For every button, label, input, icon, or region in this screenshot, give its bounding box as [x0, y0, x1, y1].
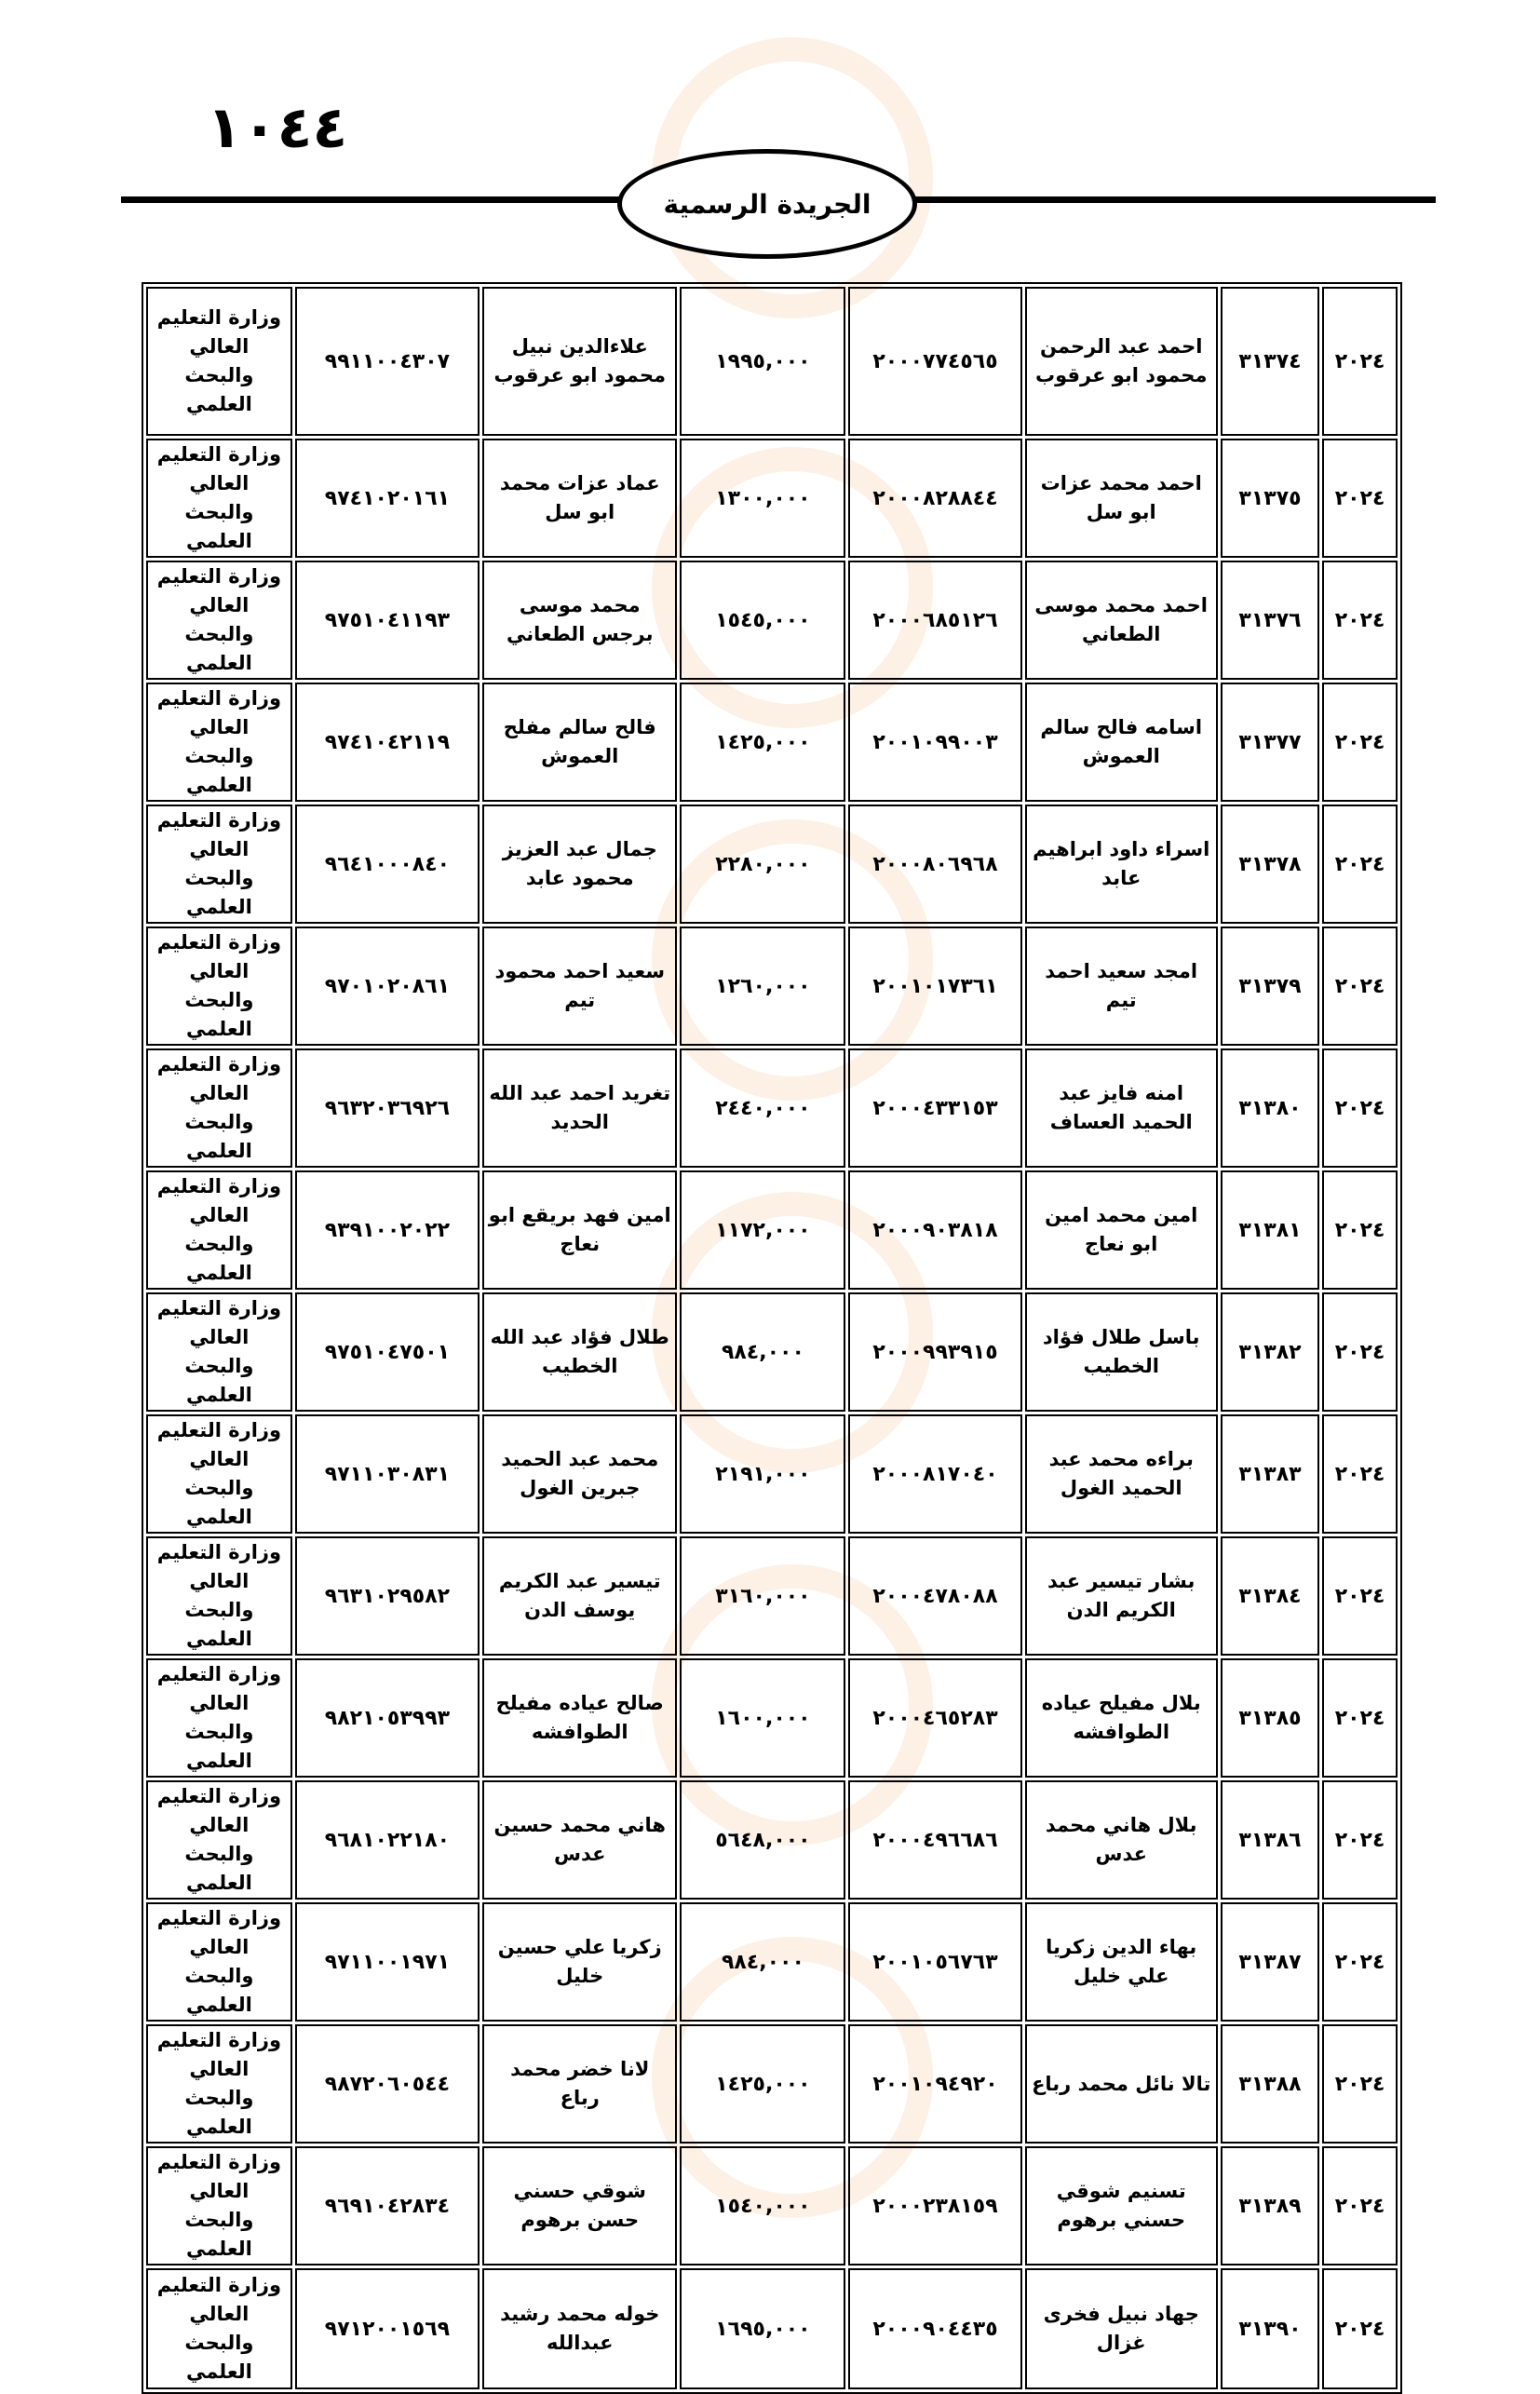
- table-row: [146, 2146, 1398, 2266]
- guarantor-cell: خوله محمد رشيد عبدالله: [482, 2268, 677, 2389]
- guarantor-cell: عماد عزات محمد ابو سل: [482, 439, 677, 558]
- table-row: [146, 1048, 1398, 1168]
- entity-cell: وزارة التعليم العالي والبحث العلمي: [146, 926, 292, 1046]
- entity-cell: وزارة التعليم العالي والبحث العلمي: [146, 805, 292, 924]
- entity-cell: وزارة التعليم العالي والبحث العلمي: [146, 1780, 292, 1900]
- guarantor-cell: جمال عبد العزيز محمود عابد: [482, 805, 677, 924]
- serial-cell: ٣١٣٨٧: [1221, 1902, 1319, 2022]
- serial-cell: ٣١٣٨٠: [1221, 1048, 1319, 1168]
- entity-cell: وزارة التعليم العالي والبحث العلمي: [146, 1048, 292, 1168]
- entity-cell: وزارة التعليم العالي والبحث العلمي: [146, 2146, 292, 2266]
- entity-cell: وزارة التعليم العالي والبحث العلمي: [146, 1292, 292, 1412]
- name-cell: جهاد نبيل فخرى غزال: [1025, 2268, 1218, 2389]
- guarantor-cell: شوقي حسني حسن برهوم: [482, 2146, 677, 2266]
- guarantor-id-cell: ٩٧١١٠٠١٩٧١: [295, 1902, 480, 2022]
- guarantor-id-cell: ٩٧٠١٠٢٠٨٦١: [295, 926, 480, 1046]
- table-row: [146, 287, 1398, 436]
- entity-cell: وزارة التعليم العالي والبحث العلمي: [146, 2024, 292, 2144]
- guarantor-cell: تيسير عبد الكريم يوسف الدن: [482, 1536, 677, 1656]
- name-cell: تالا نائل محمد رباع: [1025, 2024, 1218, 2144]
- amount-cell: ١٦٠٠,٠٠٠: [680, 1658, 845, 1778]
- id-number-cell: ٢٠٠٠٧٧٤٥٦٥: [848, 287, 1021, 436]
- guarantor-id-cell: ٩٣٩١٠٠٢٠٢٢: [295, 1170, 480, 1290]
- amount-cell: ٢١٩١,٠٠٠: [680, 1414, 845, 1534]
- guarantor-cell: زكريا علي حسين خليل: [482, 1902, 677, 2022]
- serial-cell: ٣١٣٧٩: [1221, 926, 1319, 1046]
- entity-cell: وزارة التعليم العالي والبحث العلمي: [146, 1658, 292, 1778]
- id-number-cell: ٢٠٠٠٩٠٣٨١٨: [848, 1170, 1021, 1290]
- amount-cell: ١٣٠٠,٠٠٠: [680, 439, 845, 558]
- serial-cell: ٣١٣٩٠: [1221, 2268, 1319, 2389]
- table-row: [146, 1292, 1398, 1412]
- guarantor-id-cell: ٩٦٨١٠٢٢١٨٠: [295, 1780, 480, 1900]
- year-cell: ٢٠٢٤: [1322, 287, 1398, 436]
- guarantor-id-cell: ٩٧٤١٠٢٠١٦١: [295, 439, 480, 558]
- table-row: [146, 1658, 1398, 1778]
- table-row: [146, 1780, 1398, 1900]
- year-cell: ٢٠٢٤: [1322, 683, 1398, 802]
- guarantor-cell: تغريد احمد عبد الله الحديد: [482, 1048, 677, 1168]
- entity-cell: وزارة التعليم العالي والبحث العلمي: [146, 439, 292, 558]
- guarantor-id-cell: ٩٧١٢٠٠١٥٦٩: [295, 2268, 480, 2389]
- serial-cell: ٣١٣٧٤: [1221, 287, 1319, 436]
- id-number-cell: ٢٠٠٠٤٩٦٦٨٦: [848, 1780, 1021, 1900]
- year-cell: ٢٠٢٤: [1322, 439, 1398, 558]
- serial-cell: ٣١٣٧٨: [1221, 805, 1319, 924]
- entity-cell: وزارة التعليم العالي والبحث العلمي: [146, 1536, 292, 1656]
- year-cell: ٢٠٢٤: [1322, 2024, 1398, 2144]
- amount-cell: ١٥٤٥,٠٠٠: [680, 561, 845, 680]
- amount-cell: ٢٢٨٠,٠٠٠: [680, 805, 845, 924]
- name-cell: باسل طلال فؤاد الخطيب: [1025, 1292, 1218, 1412]
- year-cell: ٢٠٢٤: [1322, 1902, 1398, 2022]
- year-cell: ٢٠٢٤: [1322, 2146, 1398, 2266]
- id-number-cell: ٢٠٠٠٨٢٨٨٤٤: [848, 439, 1021, 558]
- serial-cell: ٣١٣٨٩: [1221, 2146, 1319, 2266]
- id-number-cell: ٢٠٠١٠١٧٣٦١: [848, 926, 1021, 1046]
- guarantor-id-cell: ٩٨٢١٠٥٣٩٩٣: [295, 1658, 480, 1778]
- guarantor-id-cell: ٩٧٤١٠٤٢١١٩: [295, 683, 480, 802]
- guarantor-cell: صالح عياده مفيلح الطوافشه: [482, 1658, 677, 1778]
- page-number: ١٠٤٤: [207, 93, 348, 161]
- guarantor-id-cell: ٩٧١١٠٣٠٨٣١: [295, 1414, 480, 1534]
- table-row: [146, 1902, 1398, 2022]
- amount-cell: ٢٤٤٠,٠٠٠: [680, 1048, 845, 1168]
- entity-cell: وزارة التعليم العالي والبحث العلمي: [146, 1902, 292, 2022]
- guarantor-id-cell: ٩٦٤١٠٠٠٨٤٠: [295, 805, 480, 924]
- records-table: [142, 282, 1402, 2394]
- guarantor-cell: لانا خضر محمد رباع: [482, 2024, 677, 2144]
- amount-cell: ١٤٢٥,٠٠٠: [680, 2024, 845, 2144]
- year-cell: ٢٠٢٤: [1322, 1048, 1398, 1168]
- amount-cell: ٩٨٤,٠٠٠: [680, 1902, 845, 2022]
- id-number-cell: ٢٠٠٠٦٨٥١٢٦: [848, 561, 1021, 680]
- serial-cell: ٣١٣٨٤: [1221, 1536, 1319, 1656]
- id-number-cell: ٢٠٠٠٤٣٣١٥٣: [848, 1048, 1021, 1168]
- serial-cell: ٣١٣٧٧: [1221, 683, 1319, 802]
- guarantor-cell: امين فهد بريقع ابو نعاج: [482, 1170, 677, 1290]
- guarantor-cell: طلال فؤاد عبد الله الخطيب: [482, 1292, 677, 1412]
- publication-title-oval: [617, 149, 917, 259]
- year-cell: ٢٠٢٤: [1322, 1658, 1398, 1778]
- table-row: [146, 683, 1398, 802]
- serial-cell: ٣١٣٧٦: [1221, 561, 1319, 680]
- serial-cell: ٣١٣٨٨: [1221, 2024, 1319, 2144]
- entity-cell: وزارة التعليم العالي والبحث العلمي: [146, 683, 292, 802]
- guarantor-cell: هاني محمد حسين عدس: [482, 1780, 677, 1900]
- guarantor-id-cell: ٩٦٣١٠٢٩٥٨٢: [295, 1536, 480, 1656]
- table-row: [146, 2268, 1398, 2389]
- name-cell: امجد سعيد احمد تيم: [1025, 926, 1218, 1046]
- name-cell: بشار تيسير عبد الكريم الدن: [1025, 1536, 1218, 1656]
- table-row: [146, 2024, 1398, 2144]
- entity-cell: وزارة التعليم العالي والبحث العلمي: [146, 2268, 292, 2389]
- year-cell: ٢٠٢٤: [1322, 1780, 1398, 1900]
- guarantor-id-cell: ٩٦٣٢٠٣٦٩٢٦: [295, 1048, 480, 1168]
- table-row: [146, 926, 1398, 1046]
- year-cell: ٢٠٢٤: [1322, 926, 1398, 1046]
- year-cell: ٢٠٢٤: [1322, 1292, 1398, 1412]
- guarantor-cell: سعيد احمد محمود تيم: [482, 926, 677, 1046]
- year-cell: ٢٠٢٤: [1322, 1170, 1398, 1290]
- amount-cell: ١٥٤٠,٠٠٠: [680, 2146, 845, 2266]
- name-cell: امين محمد امين ابو نعاج: [1025, 1170, 1218, 1290]
- serial-cell: ٣١٣٨٢: [1221, 1292, 1319, 1412]
- amount-cell: ٩٨٤,٠٠٠: [680, 1292, 845, 1412]
- guarantor-cell: محمد موسى برجس الطعاني: [482, 561, 677, 680]
- serial-cell: ٣١٣٨٣: [1221, 1414, 1319, 1534]
- id-number-cell: ٢٠٠٠٢٣٨١٥٩: [848, 2146, 1021, 2266]
- amount-cell: ١٦٩٥,٠٠٠: [680, 2268, 845, 2389]
- id-number-cell: ٢٠٠٠٩٩٣٩١٥: [848, 1292, 1021, 1412]
- name-cell: تسنيم شوقي حسني برهوم: [1025, 2146, 1218, 2266]
- name-cell: بلال مفيلح عياده الطوافشه: [1025, 1658, 1218, 1778]
- name-cell: امنه فايز عبد الحميد العساف: [1025, 1048, 1218, 1168]
- publication-title: الجريدة الرسمية: [663, 188, 871, 220]
- name-cell: احمد عبد الرحمن محمود ابو عرقوب: [1025, 287, 1218, 436]
- guarantor-id-cell: ٩٦٩١٠٤٢٨٣٤: [295, 2146, 480, 2266]
- year-cell: ٢٠٢٤: [1322, 1414, 1398, 1534]
- table-row: [146, 1170, 1398, 1290]
- table-row: [146, 561, 1398, 680]
- amount-cell: ١١٧٢,٠٠٠: [680, 1170, 845, 1290]
- name-cell: اسراء داود ابراهيم عابد: [1025, 805, 1218, 924]
- entity-cell: وزارة التعليم العالي والبحث العلمي: [146, 287, 292, 436]
- amount-cell: ١٢٦٠,٠٠٠: [680, 926, 845, 1046]
- serial-cell: ٣١٣٧٥: [1221, 439, 1319, 558]
- table-row: [146, 1536, 1398, 1656]
- name-cell: احمد محمد عزات ابو سل: [1025, 439, 1218, 558]
- guarantor-id-cell: ٩٩١١٠٠٤٣٠٧: [295, 287, 480, 436]
- entity-cell: وزارة التعليم العالي والبحث العلمي: [146, 561, 292, 680]
- amount-cell: ١٤٢٥,٠٠٠: [680, 683, 845, 802]
- entity-cell: وزارة التعليم العالي والبحث العلمي: [146, 1414, 292, 1534]
- serial-cell: ٣١٣٨٦: [1221, 1780, 1319, 1900]
- name-cell: اسامه فالح سالم العموش: [1025, 683, 1218, 802]
- name-cell: بلال هاني محمد عدس: [1025, 1780, 1218, 1900]
- table-row: [146, 805, 1398, 924]
- id-number-cell: ٢٠٠٠٨٠٦٩٦٨: [848, 805, 1021, 924]
- guarantor-cell: فالح سالم مفلح العموش: [482, 683, 677, 802]
- serial-cell: ٣١٣٨٥: [1221, 1658, 1319, 1778]
- year-cell: ٢٠٢٤: [1322, 1536, 1398, 1656]
- id-number-cell: ٢٠٠١٠٥٦٧٦٣: [848, 1902, 1021, 2022]
- id-number-cell: ٢٠٠١٠٩٤٩٢٠: [848, 2024, 1021, 2144]
- year-cell: ٢٠٢٤: [1322, 805, 1398, 924]
- guarantor-id-cell: ٩٧٥١٠٤١١٩٣: [295, 561, 480, 680]
- name-cell: احمد محمد موسى الطعاني: [1025, 561, 1218, 680]
- id-number-cell: ٢٠٠٠٨١٧٠٤٠: [848, 1414, 1021, 1534]
- entity-cell: وزارة التعليم العالي والبحث العلمي: [146, 1170, 292, 1290]
- serial-cell: ٣١٣٨١: [1221, 1170, 1319, 1290]
- amount-cell: ١٩٩٥,٠٠٠: [680, 287, 845, 436]
- table-row: [146, 439, 1398, 558]
- year-cell: ٢٠٢٤: [1322, 561, 1398, 680]
- amount-cell: ٥٦٤٨,٠٠٠: [680, 1780, 845, 1900]
- guarantor-id-cell: ٩٨٧٢٠٦٠٥٤٤: [295, 2024, 480, 2144]
- guarantor-cell: محمد عبد الحميد جبرين الغول: [482, 1414, 677, 1534]
- year-cell: ٢٠٢٤: [1322, 2268, 1398, 2389]
- guarantor-id-cell: ٩٧٥١٠٤٧٥٠١: [295, 1292, 480, 1412]
- amount-cell: ٣١٦٠,٠٠٠: [680, 1536, 845, 1656]
- id-number-cell: ٢٠٠٠٩٠٤٤٣٥: [848, 2268, 1021, 2389]
- name-cell: براءه محمد عبد الحميد الغول: [1025, 1414, 1218, 1534]
- name-cell: بهاء الدين زكريا علي خليل: [1025, 1902, 1218, 2022]
- id-number-cell: ٢٠٠١٠٩٩٠٠٣: [848, 683, 1021, 802]
- table-row: [146, 1414, 1398, 1534]
- guarantor-cell: علاءالدين نبيل محمود ابو عرقوب: [482, 287, 677, 436]
- id-number-cell: ٢٠٠٠٤٦٥٢٨٣: [848, 1658, 1021, 1778]
- id-number-cell: ٢٠٠٠٤٧٨٠٨٨: [848, 1536, 1021, 1656]
